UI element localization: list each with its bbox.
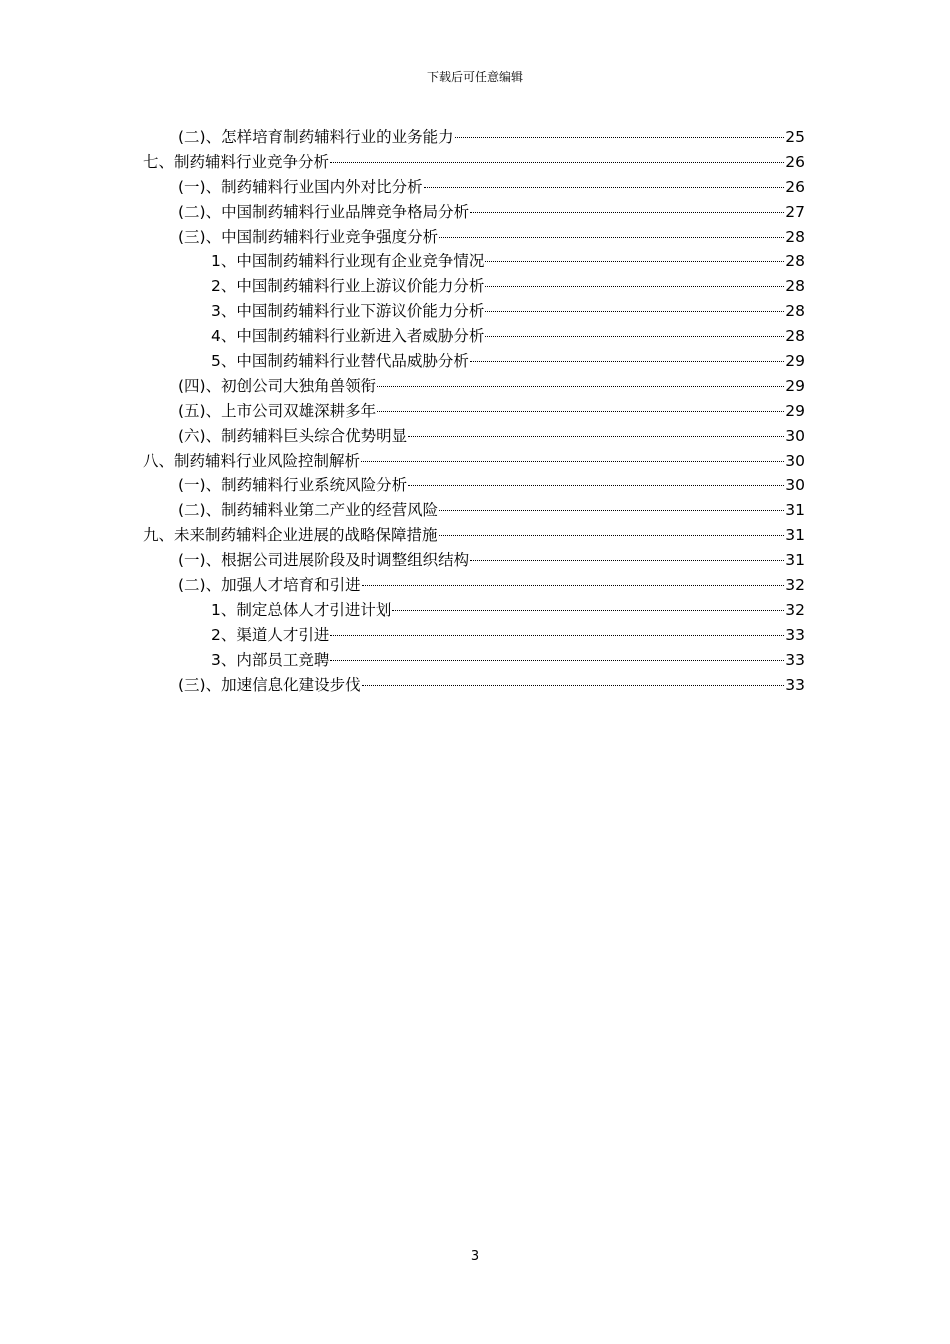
toc-dot-leader: [439, 535, 785, 536]
toc-entry-title: 2、渠道人才引进: [211, 625, 330, 644]
toc-entry-page-number: 27: [785, 202, 805, 221]
toc-entry-page-number: 26: [785, 152, 805, 171]
toc-entry-page-number: 28: [785, 227, 805, 246]
toc-dot-leader: [470, 560, 784, 561]
toc-entry[interactable]: [143, 175, 805, 200]
toc-entry-title: 4、中国制药辅料行业新进入者威胁分析: [211, 327, 485, 346]
toc-entry[interactable]: [143, 125, 805, 150]
toc-dot-leader: [330, 162, 784, 163]
toc-entry[interactable]: [143, 473, 805, 498]
toc-dot-leader: [485, 311, 784, 312]
toc-dot-leader: [362, 585, 785, 586]
toc-entry-page-number: 33: [785, 650, 805, 669]
toc-dot-leader: [455, 137, 785, 138]
toc-entry-page-number: 32: [785, 600, 805, 619]
toc-entry-title: (四)、初创公司大独角兽领衔: [178, 376, 377, 395]
toc-entry[interactable]: [143, 324, 805, 349]
toc-entry-page-number: 26: [785, 177, 805, 196]
toc-entry-page-number: 29: [785, 376, 805, 395]
toc-entry-page-number: 32: [785, 576, 805, 595]
page-header: 下载后可任意编辑: [426, 70, 523, 84]
toc-entry-title: (二)、中国制药辅料行业品牌竞争格局分析: [178, 202, 470, 221]
toc-entry-title: (一)、制药辅料行业国内外对比分析: [178, 177, 423, 196]
toc-entry-page-number: 33: [785, 675, 805, 694]
toc-entry-title: (二)、怎样培育制药辅料行业的业务能力: [178, 128, 454, 146]
toc-entry-page-number: 31: [785, 501, 805, 520]
toc-entry-page-number: 31: [785, 551, 805, 570]
toc-entry-page-number: 25: [785, 128, 805, 146]
toc-entry[interactable]: [143, 573, 805, 598]
toc-dot-leader: [330, 660, 784, 661]
toc-dot-leader: [408, 436, 784, 437]
toc-entry-title: 3、中国制药辅料行业下游议价能力分析: [211, 302, 485, 321]
toc-dot-leader: [361, 461, 784, 462]
toc-entry[interactable]: [143, 673, 805, 698]
toc-entry[interactable]: [143, 200, 805, 225]
toc-entry[interactable]: [143, 548, 805, 573]
toc-entry[interactable]: [143, 598, 805, 623]
table-of-contents: [143, 125, 805, 697]
toc-entry-title: 3、内部员工竞聘: [211, 650, 330, 669]
toc-dot-leader: [377, 386, 784, 387]
toc-entry-page-number: 30: [785, 426, 805, 445]
toc-dot-leader: [392, 610, 784, 611]
toc-entry-page-number: 31: [785, 526, 805, 545]
toc-entry[interactable]: [143, 225, 805, 250]
toc-entry-title: 1、制定总体人才引进计划: [211, 600, 392, 619]
toc-entry[interactable]: [143, 249, 805, 274]
toc-entry[interactable]: [143, 349, 805, 374]
toc-entry-page-number: 33: [785, 625, 805, 644]
toc-dot-leader: [485, 261, 784, 262]
toc-dot-leader: [330, 635, 784, 636]
toc-dot-leader: [485, 336, 784, 337]
toc-entry-title: (六)、制药辅料巨头综合优势明显: [178, 426, 408, 445]
toc-entry[interactable]: [143, 150, 805, 175]
toc-entry-title: (三)、加速信息化建设步伐: [178, 675, 361, 694]
page-number: 3: [470, 1249, 480, 1264]
toc-entry-title: 2、中国制药辅料行业上游议价能力分析: [211, 277, 485, 296]
toc-entry-title: (三)、中国制药辅料行业竞争强度分析: [178, 227, 439, 246]
toc-dot-leader: [424, 187, 785, 188]
toc-dot-leader: [362, 685, 785, 686]
toc-dot-leader: [485, 286, 784, 287]
toc-entry-title: 九、未来制药辅料企业进展的战略保障措施: [143, 526, 438, 545]
toc-entry-title: (一)、制药辅料行业系统风险分析: [178, 476, 408, 495]
toc-entry-title: 5、中国制药辅料行业替代品威胁分析: [211, 352, 469, 371]
toc-dot-leader: [439, 510, 784, 511]
toc-entry-page-number: 28: [785, 302, 805, 321]
toc-entry-title: 七、制药辅料行业竞争分析: [143, 152, 330, 171]
toc-entry[interactable]: [143, 274, 805, 299]
toc-entry-page-number: 28: [785, 327, 805, 346]
toc-entry-page-number: 30: [785, 476, 805, 495]
toc-dot-leader: [470, 212, 784, 213]
toc-dot-leader: [377, 411, 784, 412]
toc-entry-title: 八、制药辅料行业风险控制解析: [143, 451, 361, 470]
toc-entry-title: 1、中国制药辅料行业现有企业竞争情况: [211, 252, 485, 271]
toc-entry[interactable]: [143, 374, 805, 399]
toc-entry[interactable]: [143, 424, 805, 449]
toc-entry[interactable]: [143, 399, 805, 424]
toc-entry-page-number: 29: [785, 401, 805, 420]
toc-dot-leader: [408, 485, 784, 486]
toc-entry[interactable]: [143, 498, 805, 523]
toc-dot-leader: [439, 237, 784, 238]
toc-entry-page-number: 30: [785, 451, 805, 470]
toc-entry-title: (二)、制药辅料业第二产业的经营风险: [178, 501, 439, 520]
toc-entry-title: (一)、根据公司进展阶段及时调整组织结构: [178, 551, 470, 570]
toc-entry[interactable]: [143, 449, 805, 474]
toc-entry-page-number: 29: [785, 352, 805, 371]
toc-entry[interactable]: [143, 523, 805, 548]
toc-entry[interactable]: [143, 299, 805, 324]
toc-entry[interactable]: [143, 648, 805, 673]
toc-entry-title: (二)、加强人才培育和引进: [178, 576, 361, 595]
toc-entry-title: (五)、上市公司双雄深耕多年: [178, 401, 377, 420]
toc-dot-leader: [470, 361, 784, 362]
toc-entry[interactable]: [143, 623, 805, 648]
toc-entry-page-number: 28: [785, 277, 805, 296]
toc-entry-page-number: 28: [785, 252, 805, 271]
